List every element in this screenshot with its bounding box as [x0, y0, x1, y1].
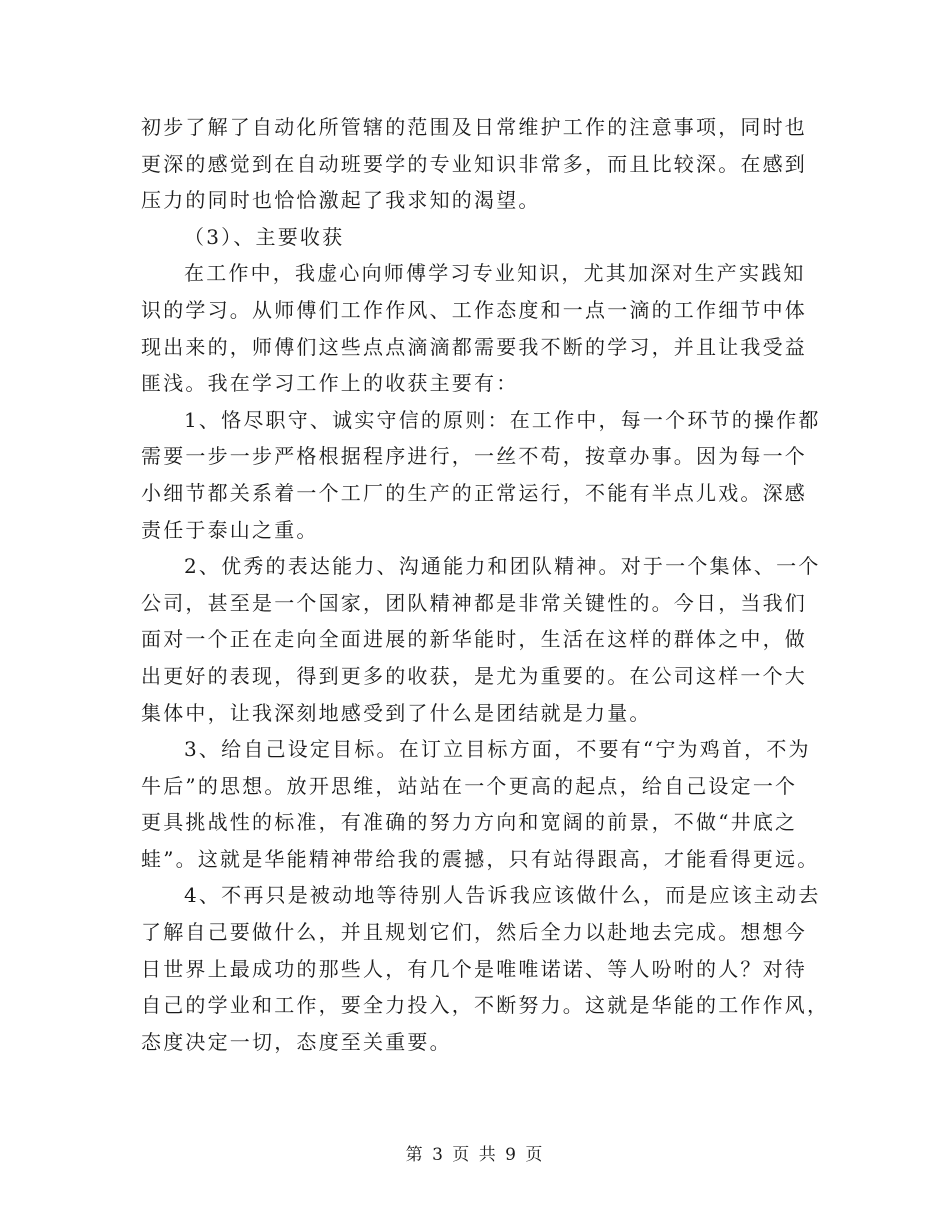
text-line: 出更好的表现，得到更多的收获，是尤为重要的。在公司这样一个大	[141, 663, 807, 688]
text-line: 识的学习。从师傅们工作作风、工作态度和一点一滴的工作细节中体	[141, 297, 807, 322]
text-line: 初步了解了自动化所管辖的范围及日常维护工作的注意事项，同时也	[141, 115, 807, 139]
text-line: 小细节都关系着一个工厂的生产的正常运行，不能有半点儿戏。深感	[141, 480, 807, 505]
text-line: 现出来的，师傅们这些点点滴滴都需要我不断的学习，并且让我受益	[141, 334, 807, 359]
text-line: 集体中，让我深刻地感受到了什么是团结就是力量。	[141, 700, 652, 725]
text-line: 了解自己要做什么，并且规划它们，然后全力以赴地去完成。想想今	[141, 920, 807, 945]
text-line: 需要一步一步严格根据程序进行，一丝不苟，按章办事。因为每一个	[141, 444, 807, 469]
page-number-label: 第 3 页 共 9 页	[405, 1145, 545, 1165]
text-line: 更具挑战性的标准，有准确的努力方向和宽阔的前景，不做“井底之	[141, 810, 798, 835]
text-line: 4、不再只是被动地等待别人告诉我应该做什么，而是应该主动去	[184, 883, 821, 908]
text-line: 压力的同时也恰恰激起了我求知的渴望。	[141, 188, 541, 213]
text-line: 责任于泰山之重。	[141, 517, 319, 542]
document-body	[141, 109, 830, 1060]
text-line: 1、恪尽职守、诚实守信的原则：在工作中，每一个环节的操作都	[184, 407, 821, 432]
text-line: 公司，甚至是一个国家，团队精神都是非常关键性的。今日，当我们	[141, 590, 807, 615]
text-line: 更深的感觉到在自动班要学的专业知识非常多，而且比较深。在感到	[141, 151, 807, 176]
text-line: 态度决定一切，态度至关重要。	[141, 1029, 452, 1054]
text-line: 2、优秀的表达能力、沟通能力和团队精神。对于一个集体、一个	[184, 554, 821, 579]
text-line: （3）、主要收获	[184, 224, 345, 249]
text-line: 牛后”的思想。放开思维，站站在一个更高的起点，给自己设定一个	[141, 773, 798, 798]
text-line: 在工作中，我虚心向师傅学习专业知识，尤其加深对生产实践知	[184, 261, 806, 286]
page-footer	[0, 1143, 950, 1167]
text-line: 面对一个正在走向全面进展的新华能时，生活在这样的群体之中，做	[141, 627, 807, 652]
text-line: 蛙”。这就是华能精神带给我的震撼，只有站得跟高，才能看得更远。	[141, 846, 820, 871]
text-line: 3、给自己设定目标。在订立目标方面，不要有“宁为鸡首，不为	[184, 737, 811, 762]
text-line: 日世界上最成功的那些人，有几个是唯唯诺诺、等人吩咐的人？对待	[141, 956, 807, 981]
text-line: 自己的学业和工作，要全力投入，不断努力。这就是华能的工作作风，	[141, 993, 830, 1018]
text-line: 匪浅。我在学习工作上的收获主要有：	[141, 371, 519, 396]
